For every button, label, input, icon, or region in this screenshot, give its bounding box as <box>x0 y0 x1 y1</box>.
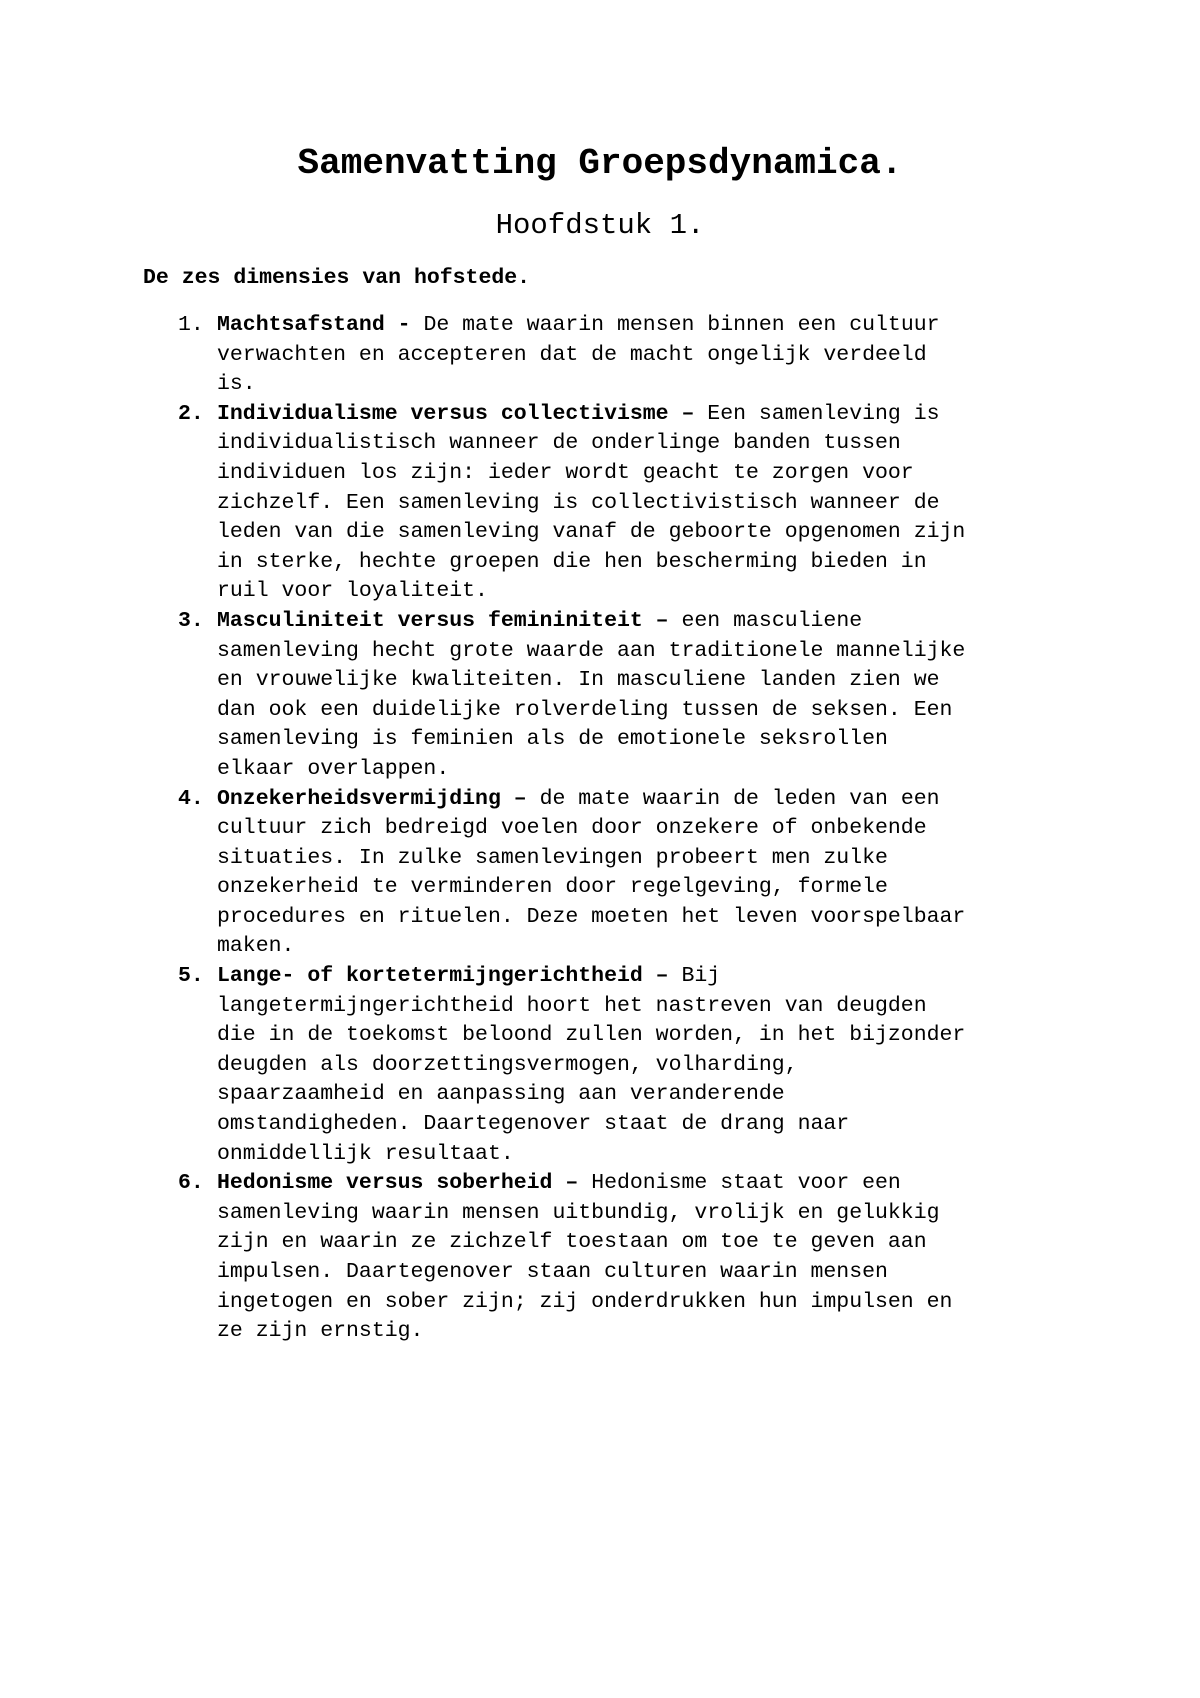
term-separator: – <box>552 1171 592 1196</box>
list-number: 3. <box>178 608 204 633</box>
list-number: 2. <box>178 401 204 426</box>
dimensions-list <box>0 311 1200 1347</box>
dimension-description: De mate waarin mensen binnen een cultuur verwachten en accepteren dat de macht ongelijk verdeeld is. <box>217 313 940 397</box>
list-item <box>0 1169 1200 1347</box>
dimension-description: Bij langetermijngerichtheid hoort het nastreven van deugden die in de toekomst beloond zullen worden, in het bijzonder deugden als doorzettingsvermogen, volharding, spaarzaamheid en aanpassing aan veranderende omstandigheden. Daartegenover staat de drang naar onmiddellijk resultaat. <box>217 964 966 1166</box>
list-item-body <box>217 785 1067 963</box>
list-item <box>0 962 1200 1169</box>
dimension-term: Hedonisme versus soberheid <box>217 1171 553 1196</box>
list-item-body <box>217 607 1067 785</box>
chapter-heading: Hoofdstuk 1. <box>495 209 705 242</box>
list-item <box>0 400 1200 607</box>
dimension-term: Lange- of kortetermijngerichtheid <box>217 964 643 989</box>
document-title: Samenvatting Groepsdynamica. <box>297 143 903 184</box>
dimension-term: Onzekerheidsvermijding <box>217 786 501 811</box>
dimension-description: de mate waarin de leden van een cultuur zich bedreigd voelen door onzekere of onbekende situaties. In zulke samenlevingen probeert men zulke onzekerheid te verminderen door regelgeving, formele procedures en rituelen. Deze moeten het leven voorspelbaar maken. <box>217 786 966 959</box>
list-number: 5. <box>178 964 204 989</box>
list-item-body <box>217 311 1067 400</box>
dimension-description: een masculiene samenleving hecht grote waarde aan traditionele mannelijke en vrouwelijke kwaliteiten. In masculiene landen zien we dan ook een duidelijke rolverdeling tussen de seksen. Een samenleving is feminien als de emotionele seksrollen elkaar overlappen. <box>217 608 966 781</box>
term-separator: – <box>642 608 682 633</box>
list-item <box>0 785 1200 963</box>
section-heading: De zes dimensies van hofstede. <box>143 266 531 290</box>
term-separator: – <box>668 401 708 426</box>
list-number: 4. <box>178 786 204 811</box>
list-number: 1. <box>178 313 204 337</box>
dimension-description: Een samenleving is individualistisch wanneer de onderlinge banden tussen individuen los zijn: ieder wordt geacht te zorgen voor zichzelf. Een samenleving is collectivistisch wanneer de leden van die samenleving vanaf de geboorte opgenomen zijn in sterke, hechte groepen die hen bescherming bieden in ruil voor loyaliteit. <box>217 401 966 604</box>
term-separator: - <box>384 313 424 337</box>
list-number: 6. <box>178 1171 204 1196</box>
list-item <box>0 607 1200 785</box>
term-separator: – <box>500 786 540 811</box>
list-item-body <box>217 1169 1067 1347</box>
list-item <box>0 311 1200 400</box>
dimension-term: Masculiniteit versus femininiteit <box>217 608 643 633</box>
dimension-term: Individualisme versus collectivisme <box>217 401 669 426</box>
dimension-description: Hedonisme staat voor een samenleving waarin mensen uitbundig, vrolijk en gelukkig zijn en waarin ze zichzelf toestaan om toe te geven aan impulsen. Daartegenover staan culturen waarin mensen ingetogen en sober zijn; zij onderdrukken hun impulsen en ze zijn ernstig. <box>217 1171 953 1344</box>
dimension-term: Machtsafstand <box>217 313 385 337</box>
term-separator: – <box>642 964 682 989</box>
list-item-body <box>217 962 1067 1169</box>
list-item-body <box>217 400 1067 607</box>
